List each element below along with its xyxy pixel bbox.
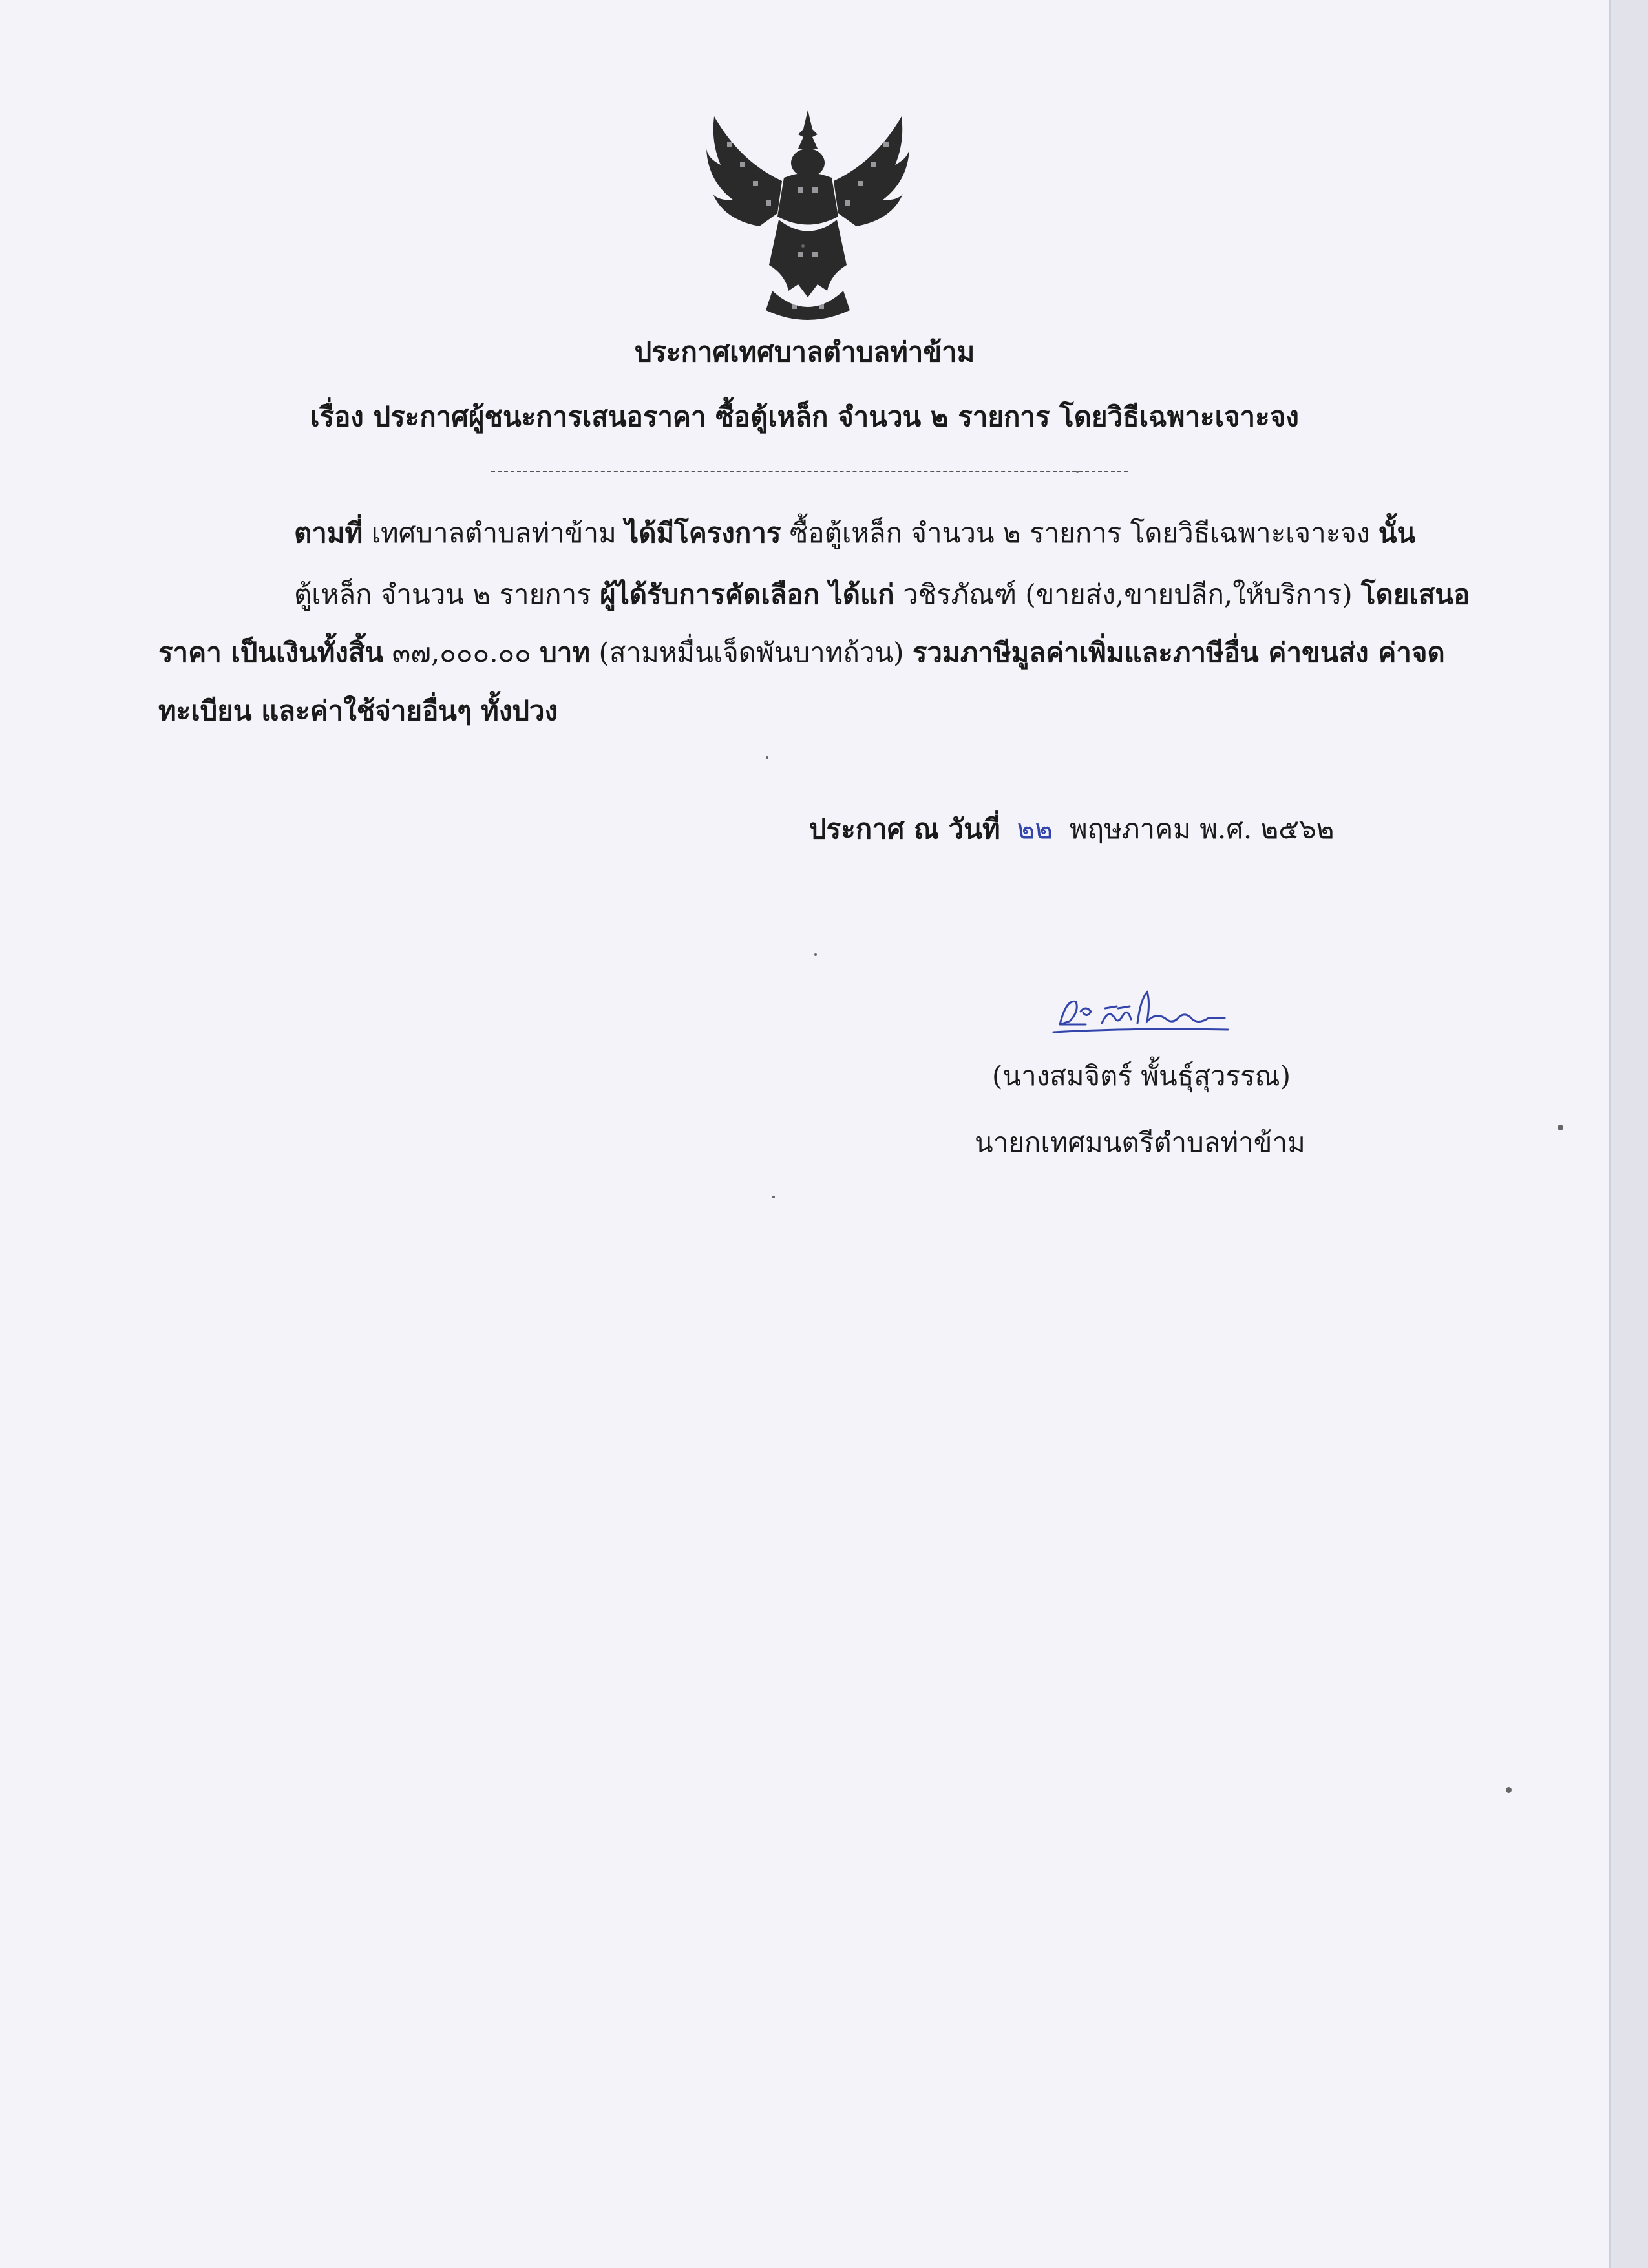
scan-edge <box>1609 0 1648 2268</box>
date-month-year: พฤษภาคม พ.ศ. ๒๕๖๒ <box>1070 813 1335 845</box>
signature-image <box>1041 973 1234 1050</box>
paragraph-line-2 <box>294 575 1470 614</box>
project-label: ได้มีโครงการ <box>625 517 781 549</box>
paragraph-line-1 <box>294 514 1415 553</box>
subject-text: ประกาศผู้ชนะการเสนอราคา ซื้อตู้เหล็ก จำนวน ๒ รายการ โดยวิธีเฉพาะเจาะจง <box>373 401 1299 432</box>
scan-speck <box>772 1196 775 1198</box>
tail-word: นั้น <box>1378 517 1416 549</box>
date-day: ๒๒ <box>1017 813 1053 845</box>
scan-speck <box>1076 471 1079 473</box>
signatory-position: นายกเทศมนตรีตำบลท่าข้าม <box>975 1127 1305 1158</box>
date-line <box>809 810 1334 849</box>
project-text: ซื้อตู้เหล็ก จำนวน ๒ รายการ โดยวิธีเฉพาะเจาะจง <box>781 517 1379 549</box>
paragraph-line-3 <box>158 633 1445 672</box>
price-words: (สามหมื่นเจ็ดพันบาทถ้วน) <box>590 637 913 668</box>
scan-speck <box>1558 1125 1563 1130</box>
winner-name: วชิรภัณฑ์ (ขายส่ง,ขายปลีก,ให้บริการ) <box>894 578 1361 610</box>
scan-speck <box>801 244 805 248</box>
winner-label: ผู้ได้รับการคัดเลือก ได้แก่ <box>600 578 894 610</box>
paragraph-line-4: ทะเบียน และค่าใช้จ่ายอื่นๆ ทั้งปวง <box>158 695 558 726</box>
lead-word: ตามที่ <box>294 517 363 549</box>
signatory-name: (นางสมจิตร์ พั้นธุ์สุวรรณ) <box>992 1060 1291 1092</box>
org-name: เทศบาลตำบลท่าข้าม <box>363 517 626 549</box>
scan-speck <box>766 756 768 759</box>
divider <box>491 471 1128 472</box>
issuer-heading: ประกาศเทศบาลตำบลท่าข้าม <box>634 336 975 368</box>
garuda-emblem-icon <box>701 103 914 330</box>
included-label: รวมภาษีมูลค่าเพิ่มและภาษีอื่น ค่าขนส่ง ค่าจด <box>912 637 1445 668</box>
item-text: ตู้เหล็ก จำนวน ๒ รายการ <box>294 578 600 610</box>
scan-speck <box>814 953 817 956</box>
subject-label: เรื่อง <box>310 401 364 432</box>
price-label: ราคา เป็นเงินทั้งสิ้น <box>158 637 384 668</box>
price-value: ๓๗,๐๐๐.๐๐ <box>383 637 540 668</box>
offer-label: โดยเสนอ <box>1361 578 1470 610</box>
scan-speck <box>1506 1787 1512 1793</box>
subject-line <box>0 397 1609 436</box>
currency: บาท <box>540 637 591 668</box>
date-label: ประกาศ ณ วันที่ <box>809 813 1000 845</box>
